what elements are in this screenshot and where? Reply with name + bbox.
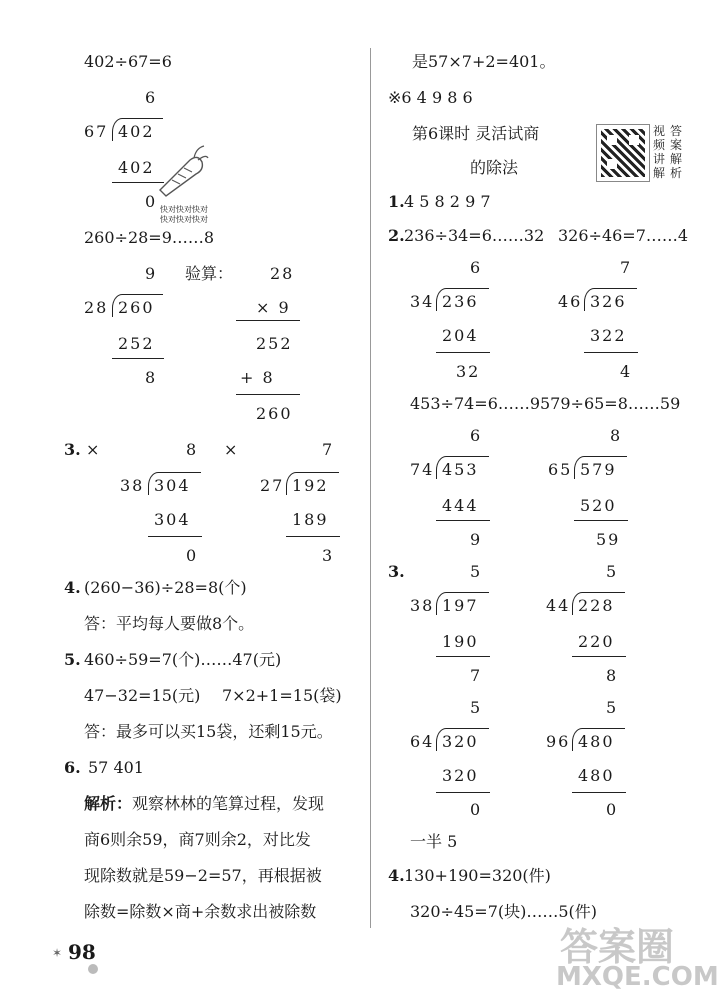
- mascot-caption: 快对快对快对: [160, 215, 208, 224]
- answer-values: ※6 4 9 8 6: [388, 88, 473, 107]
- dividend: 320: [442, 732, 479, 751]
- remainder: 0: [470, 800, 483, 819]
- answer-values: 4 5 8 2 9 7: [404, 192, 491, 211]
- mascot-caption: 快对快对快对: [160, 205, 208, 214]
- equation-line: 579÷65=8……59: [540, 394, 681, 413]
- equation-line: 460÷59=7(个)……47(元): [84, 650, 282, 669]
- quotient: 8: [610, 426, 623, 445]
- divisor: 65: [548, 460, 573, 479]
- lesson-title-2: 的除法: [470, 158, 519, 177]
- partial-product: 320: [442, 766, 479, 785]
- answer-line: 答：最多可以买15袋，还剩15元。: [84, 722, 333, 741]
- explanation-line: 现除数就是59−2=57，再根据被: [84, 866, 322, 885]
- remainder: 4: [620, 362, 633, 381]
- watermark-url: MXQE.COM: [556, 962, 719, 992]
- remainder: 7: [470, 666, 483, 685]
- remainder: 0: [145, 192, 158, 211]
- partial-product: 402: [118, 158, 155, 177]
- page-number: 98: [68, 940, 96, 964]
- dividend: 192: [292, 476, 329, 495]
- check-add: + 8: [240, 368, 275, 387]
- division-line: [572, 792, 626, 793]
- partial-product: 322: [590, 326, 627, 345]
- divisor: 38: [120, 476, 145, 495]
- answer-values: 57 401: [88, 758, 144, 777]
- equation-line: 453÷74=6……9: [410, 394, 541, 413]
- check-result: 260: [256, 404, 293, 423]
- explanation-text: 观察林林的笔算过程，发现: [132, 794, 325, 813]
- dividend: 197: [442, 596, 479, 615]
- check-product: 252: [256, 334, 293, 353]
- division-line: [436, 656, 490, 657]
- division-line: [148, 536, 202, 537]
- check-label: 验算：: [185, 264, 234, 283]
- explanation-line: 商6则余59，商7则余2，对比发: [84, 830, 311, 849]
- equation-line: 130+190=320(件): [404, 866, 551, 885]
- wrong-mark: ×: [224, 440, 238, 459]
- check-line: [236, 320, 300, 321]
- check-multiplier: × 9: [256, 298, 291, 317]
- partial-product: 444: [442, 496, 479, 515]
- divisor: 38: [410, 596, 435, 615]
- dividend: 228: [578, 596, 615, 615]
- quotient: 5: [606, 698, 619, 717]
- quotient: 7: [620, 258, 633, 277]
- dividend: 402: [118, 122, 155, 141]
- divisor: 64: [410, 732, 435, 751]
- equation-line: 260÷28=9……8: [84, 228, 215, 247]
- question-number: 1.: [388, 192, 405, 211]
- question-number: 5.: [64, 650, 81, 669]
- equation-line: 47−32=15(元): [84, 686, 201, 705]
- remainder: 32: [456, 362, 481, 381]
- question-number: 6.: [64, 758, 81, 777]
- watermark-logo: 答案圈: [560, 925, 675, 969]
- wrong-mark: ×: [86, 440, 100, 459]
- quotient: 6: [470, 258, 483, 277]
- explanation-line: 除数=除数×商+余数求出被除数: [84, 902, 317, 921]
- quotient: 5: [470, 562, 483, 581]
- check-line: [236, 394, 300, 395]
- quotient: 7: [322, 440, 335, 459]
- dot-icon: [88, 964, 98, 974]
- divisor: 44: [546, 596, 571, 615]
- column-divider: [370, 48, 371, 928]
- question-number: 4.: [64, 578, 81, 597]
- dividend: 236: [442, 292, 479, 311]
- divisor: 74: [410, 460, 435, 479]
- partial-product: 189: [292, 510, 329, 529]
- division-line: [436, 352, 490, 353]
- quotient: 6: [470, 426, 483, 445]
- division-line: [574, 520, 628, 521]
- division-line: [436, 792, 490, 793]
- equation-line: 320÷45=7(块)……5(件): [410, 902, 598, 921]
- equation-line: 402÷67=6: [84, 52, 172, 71]
- divisor: 96: [546, 732, 571, 751]
- quotient: 6: [145, 88, 158, 107]
- divisor: 46: [558, 292, 583, 311]
- equation-line: 236÷34=6……32: [404, 226, 545, 245]
- dividend: 579: [580, 460, 617, 479]
- star-icon: ✶: [52, 946, 63, 960]
- partial-product: 304: [154, 510, 191, 529]
- quotient: 5: [606, 562, 619, 581]
- dividend: 480: [578, 732, 615, 751]
- division-line: [584, 352, 638, 353]
- quotient: 9: [145, 264, 158, 283]
- division-line: [286, 536, 340, 537]
- answer-values: 一半 5: [410, 832, 458, 851]
- answer-line: 答：平均每人要做8个。: [84, 614, 255, 633]
- equation-line: 7×2+1=15(袋): [222, 686, 342, 705]
- division-line: [572, 656, 626, 657]
- partial-product: 220: [578, 632, 615, 651]
- question-number: 3.: [388, 562, 405, 581]
- partial-product: 252: [118, 334, 155, 353]
- divisor: 27: [260, 476, 285, 495]
- question-number: 4.: [388, 866, 405, 885]
- division-line: [436, 520, 490, 521]
- check-multiplicand: 28: [270, 264, 295, 283]
- remainder: 59: [596, 530, 621, 549]
- dividend: 304: [154, 476, 191, 495]
- equation-line: 326÷46=7……4: [558, 226, 689, 245]
- partial-product: 480: [578, 766, 615, 785]
- qr-caption: 答案解析: [670, 124, 683, 180]
- remainder: 8: [145, 368, 158, 387]
- divisor: 67: [84, 122, 109, 141]
- divisor: 34: [410, 292, 435, 311]
- explanation-label: 解析：: [84, 794, 133, 813]
- quotient: 8: [186, 440, 199, 459]
- partial-product: 204: [442, 326, 479, 345]
- partial-product: 190: [442, 632, 479, 651]
- continuation-line: 是57×7+2=401。: [412, 52, 556, 71]
- qr-code-icon: [596, 124, 650, 182]
- divisor: 28: [84, 298, 109, 317]
- dividend: 453: [442, 460, 479, 479]
- equation-line: (260−36)÷28=8(个): [84, 578, 247, 597]
- partial-product: 520: [580, 496, 617, 515]
- remainder: 0: [606, 800, 619, 819]
- dividend: 326: [590, 292, 627, 311]
- question-number: 3.: [64, 440, 81, 459]
- remainder: 0: [186, 546, 199, 565]
- lesson-title: 第6课时 灵活试商: [412, 124, 540, 143]
- quotient: 5: [470, 698, 483, 717]
- division-line: [112, 358, 164, 359]
- carrot-mascot-icon: [150, 140, 210, 200]
- explanation-line: [84, 794, 324, 814]
- remainder: 3: [322, 546, 335, 565]
- qr-caption: 视频讲解: [653, 124, 666, 180]
- dividend: 260: [118, 298, 155, 317]
- remainder: 8: [606, 666, 619, 685]
- question-number: 2.: [388, 226, 405, 245]
- remainder: 9: [470, 530, 483, 549]
